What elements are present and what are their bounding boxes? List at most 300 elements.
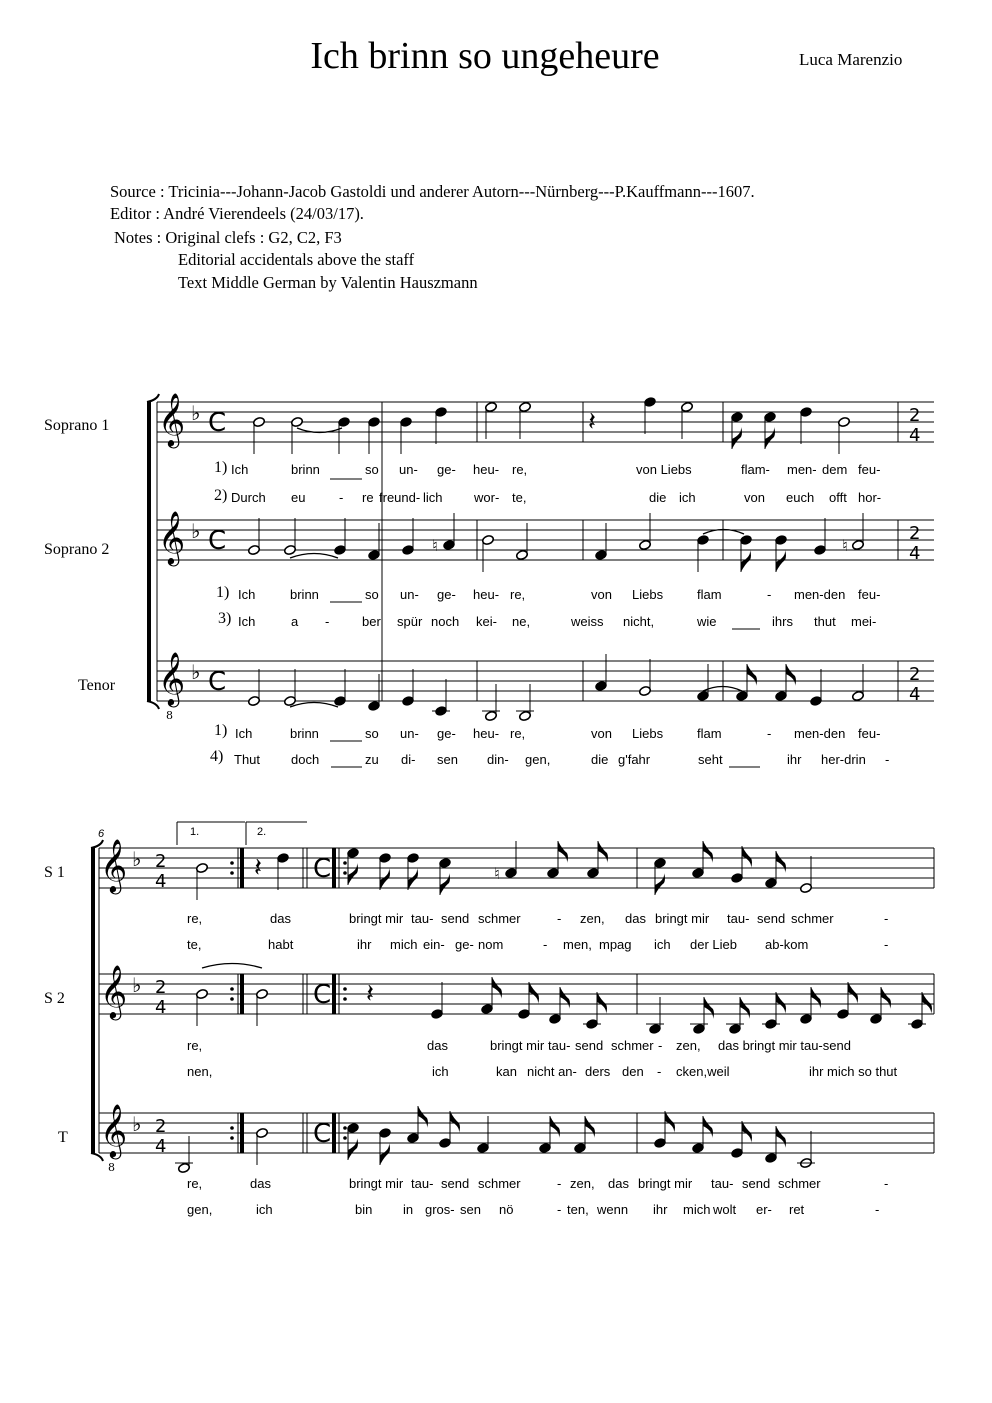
part-name-s1: S 1 [44,864,65,881]
notehead [256,988,269,999]
note-flag [848,982,858,1004]
note-flag [811,987,821,1009]
notehead [697,534,710,545]
notehead [248,544,261,555]
lyric-syllable: von [591,726,612,741]
lyric-syllable: men- [787,462,817,477]
time-signature-common: C [208,667,227,697]
lyric-syllable: so [365,726,379,741]
key-signature-flat: ♭ [191,519,201,543]
lyric-syllable: habt [268,937,294,952]
notehead [407,1132,420,1143]
notehead [435,406,448,417]
lyric-syllable: feu- [858,726,881,741]
time-signature-den: 4 [909,425,921,446]
lyric-syllable: - [884,1176,889,1191]
lyric-syllable: nom [478,937,504,952]
repeat-dot [230,861,234,865]
notehead [402,544,415,555]
notehead [379,852,392,863]
notehead [519,710,532,721]
notehead [654,1137,667,1148]
notehead [852,539,865,550]
repeat-dot [343,861,347,865]
lyric-syllable: ge- [437,726,456,741]
tie [290,703,338,708]
notehead [764,411,777,422]
time-signature-num: 2 [155,851,167,872]
notehead [775,690,788,701]
lyric-syllable: - [885,752,890,767]
page-title: Ich brinn so ungeheure [310,35,660,77]
lyric-syllable: er- [756,1202,772,1217]
lyric-syllable: un- [399,462,418,477]
note-flag [703,841,713,863]
notehead [765,877,778,888]
notehead [516,549,529,560]
notehead [649,1023,662,1034]
notehead [731,1147,744,1158]
key-signature-flat: ♭ [132,847,142,871]
notehead [379,1127,392,1138]
notehead [439,1137,452,1148]
notehead [800,882,813,893]
lyric-syllable: - [875,1202,880,1217]
lyric-syllable: mich [390,937,418,952]
notehead [692,867,705,878]
note-flag [765,427,775,449]
lyric-syllable: sen [460,1202,481,1217]
lyric-syllable: ein- [423,937,445,952]
key-signature-flat: ♭ [191,660,201,684]
lyric-syllable: flam [697,726,722,741]
notehead [775,534,788,545]
lyric-syllable: heu- [473,587,500,602]
note-flag [380,1143,390,1165]
natural-sign: ♮ [494,864,500,883]
lyric-syllable: kan [496,1064,517,1079]
lyric-syllable: brinn [291,462,320,477]
lyric-syllable: das [270,911,291,926]
note-flag [597,992,607,1014]
notehead [519,401,532,412]
lyric-syllable: - [543,937,548,952]
notehead [505,867,518,878]
note-flag [665,1111,675,1133]
notehead [644,396,657,407]
note-flag [492,977,502,999]
lyric-syllable: Thut [234,752,261,767]
lyric-syllable: seht [698,752,723,767]
volta-2-label: 2. [257,826,267,838]
lyric-syllable: dem [822,462,848,477]
lyric-syllable: eu [291,490,306,505]
source-note: Source : Tricinia---Johann-Jacob Gastoldi und anderer Autorn---Nürnberg---P.Kauffmann---1607. [110,182,755,201]
natural-sign: ♮ [842,536,848,555]
lyric-syllable: zen, [676,1038,701,1053]
tie [202,964,262,969]
lyric-syllable: ten, [567,1202,589,1217]
lyric-syllable: re, [510,587,526,602]
note-flag [704,997,714,1019]
note-flag [440,873,450,895]
verse-number: 3) [218,610,232,627]
lyric-syllable: noch [431,614,460,629]
lyric-syllable: ihr [653,1202,668,1217]
notehead [731,872,744,883]
lyric-syllable: - [339,490,344,505]
lyric-syllable: - [767,587,772,602]
lyric-syllable: ne, [512,614,531,629]
verse-number: 1) [214,722,228,739]
lyric-syllable: ich [654,937,671,952]
lyric-syllable: tau- [411,911,434,926]
notehead [334,695,347,706]
lyric-syllable: ab-kom [765,937,809,952]
notehead [639,539,652,550]
key-signature-flat: ♭ [132,1112,142,1136]
note-flag [408,868,418,890]
lyric-syllable: ge- [437,587,456,602]
note-flag [598,841,608,863]
note-flag [558,841,568,863]
notehead [729,1023,742,1034]
verse-number: 2) [214,487,228,504]
part-name-tenor: Tenor [78,677,116,694]
lyric-syllable: re, [512,462,528,477]
lyric-syllable: nicht, [623,614,655,629]
lyric-syllable: das [608,1176,629,1191]
part-name-t: T [58,1129,68,1146]
note-flag [742,846,752,868]
clefs-note: Notes : Original clefs : G2, C2, F3 [114,228,342,247]
lyric-syllable: te, [187,937,202,952]
note-flag [418,1106,428,1128]
notehead [347,1122,360,1133]
lyric-syllable: gros- [425,1202,455,1217]
lyric-syllable: un- [400,726,419,741]
lyric-syllable: ich [432,1064,449,1079]
time-signature-num: 2 [909,405,921,426]
lyric-syllable: Liebs [632,726,664,741]
notehead [482,534,495,545]
treble-clef: 𝄞 [158,651,186,705]
notehead [639,685,652,696]
verse-number: 1) [214,459,228,476]
notehead [654,857,667,868]
lyric-syllable: schmer [791,911,834,926]
notehead [518,1008,531,1019]
notehead [402,695,415,706]
lyric-syllable: tau- [727,911,750,926]
notehead [800,406,813,417]
lyric-syllable: nö [499,1202,514,1217]
note-flag [747,664,757,686]
notehead [800,1013,813,1024]
lyric-syllable: re [362,490,374,505]
lyric-syllable: zen, [580,911,605,926]
lyric-syllable: das [250,1176,271,1191]
part-name-s2: S 2 [44,990,65,1007]
treble-clef: 𝄞 [100,964,128,1018]
key-signature-flat: ♭ [132,973,142,997]
repeat-dot [343,997,347,1001]
verse-number: 4) [210,748,224,765]
time-signature-common: C [313,1119,332,1149]
lyric-syllable: - [884,911,889,926]
notehead [485,401,498,412]
repeat-dot [230,987,234,991]
lyric-syllable: send [742,1176,771,1191]
lyric-syllable: tau- [548,1038,571,1053]
treble-clef: 𝄞 [100,1103,128,1157]
octave-marker: 8 [108,1161,115,1174]
lyric-syllable: mich [683,1202,711,1217]
lyric-syllable: ich [679,490,696,505]
time-signature-den: 4 [155,871,167,892]
note-flag [741,550,751,572]
note-flag [776,992,786,1014]
note-flag [742,1121,752,1143]
notehead [196,862,209,873]
lyric-syllable: zen, [570,1176,595,1191]
notehead [334,544,347,555]
notehead [248,695,261,706]
notehead [852,690,865,701]
repeat-dot [230,871,234,875]
notehead [291,416,304,427]
lyric-syllable: ihr mich so thut [809,1064,898,1079]
lyric-syllable: - [557,911,562,926]
lyric-syllable: feu- [858,462,881,477]
lyric-syllable: ihr [357,937,372,952]
quarter-rest: 𝄽 [254,853,262,883]
lyric-syllable: in [403,1202,414,1217]
lyric-syllable: - [658,1038,663,1053]
part-name-soprano-1: Soprano 1 [44,417,110,434]
lyric-syllable: bringt mir [349,1176,404,1191]
notehead [693,1023,706,1034]
lyric-syllable: g'fahr [618,752,651,767]
repeat-dot [343,1126,347,1130]
lyric-syllable: Ich [238,587,256,602]
notehead [574,1142,587,1153]
lyric-syllable: - [557,1176,562,1191]
lyric-syllable: kei- [476,614,497,629]
lyric-syllable: Ich [231,462,249,477]
notehead [838,416,851,427]
note-flag [655,873,665,895]
lyric-syllable: bringt mir [349,911,404,926]
editor-note: Editor : André Vierendeels (24/03/17). [110,204,364,223]
note-flag [703,1116,713,1138]
lyric-syllable: ihr [787,752,802,767]
notehead [196,988,209,999]
lyric-syllable: den [622,1064,644,1079]
lyric-syllable: flam [697,587,722,602]
time-signature-num: 2 [155,1116,167,1137]
lyric-syllable: - [767,726,772,741]
notehead [368,416,381,427]
lyric-syllable: heu- [473,462,500,477]
lyric-syllable: brinn [290,726,319,741]
notehead [407,852,420,863]
lyric-syllable: her-drin [821,752,866,767]
lyric-syllable: cken,weil [676,1064,730,1079]
lyric-syllable: freund- [379,490,421,505]
repeat-dot [343,1136,347,1140]
lyric-syllable: ich [256,1202,273,1217]
notehead [347,847,360,858]
notehead [477,1142,490,1153]
notehead [547,867,560,878]
lyric-syllable: mpag [599,937,632,952]
lyric-syllable: thut [814,614,836,629]
notehead [178,1162,191,1173]
lyric-syllable: ge- [437,462,456,477]
repeat-dot [343,987,347,991]
time-signature-num: 2 [909,523,921,544]
lyric-syllable: - [884,937,889,952]
note-flag [732,427,742,449]
notehead [810,695,823,706]
notehead [439,857,452,868]
notehead [284,544,297,555]
note-flag [922,992,932,1014]
lyric-syllable: ders [585,1064,611,1079]
notehead [870,1013,883,1024]
time-signature-common: C [313,980,332,1010]
text-source-note: Text Middle German by Valentin Hauszmann [178,273,478,292]
notehead [731,411,744,422]
lyric-syllable: Durch [231,490,266,505]
notehead [595,680,608,691]
lyric-syllable: ihrs [772,614,793,629]
lyric-syllable: euch [786,490,815,505]
lyric-syllable: lich [423,490,443,505]
lyric-syllable: send [441,911,470,926]
time-signature-den: 4 [155,997,167,1018]
lyric-syllable: mei- [851,614,877,629]
notehead [253,416,266,427]
notehead [481,1003,494,1014]
lyric-syllable: gen, [525,752,551,767]
lyric-syllable: weiss [571,614,604,629]
lyric-syllable: nicht an- [527,1064,577,1079]
lyric-syllable: men-den [794,726,846,741]
notehead [692,1142,705,1153]
repeat-dot [230,997,234,1001]
note-flag [776,851,786,873]
lyric-syllable: das bringt mir tau-send [718,1038,851,1053]
note-flag [881,987,891,1009]
notehead [539,1142,552,1153]
lyric-syllable: von Liebs [636,462,692,477]
lyric-syllable: schmer [611,1038,654,1053]
note-flag [776,1126,786,1148]
notehead [697,690,710,701]
notehead [368,549,381,560]
note-flag [786,664,796,686]
verse-number: 1) [216,584,230,601]
lyric-syllable: spür [397,614,423,629]
lyric-syllable: - [657,1064,662,1079]
lyric-syllable: so [365,587,379,602]
lyric-syllable: wolt [713,1202,737,1217]
lyric-syllable: flam- [741,462,770,477]
note-flag [740,997,750,1019]
key-signature-flat: ♭ [191,401,201,425]
time-signature-den: 4 [155,1136,167,1157]
lyric-syllable: schmer [778,1176,821,1191]
lyric-syllable: send [757,911,786,926]
time-signature-common: C [208,526,227,556]
notehead [736,690,749,701]
notehead [443,539,456,550]
lyric-syllable: te, [512,490,527,505]
quarter-rest: 𝄽 [588,407,596,437]
time-signature-common: C [313,854,332,884]
composer-name: Luca Marenzio [799,50,903,69]
lyric-syllable: - [557,1202,562,1217]
accidentals-note: Editorial accidentals above the staff [178,250,415,269]
lyric-syllable: der Lieb [690,937,737,952]
repeat-dot [230,1126,234,1130]
lyric-syllable: gen, [187,1202,213,1217]
lyric-syllable: din- [487,752,509,767]
repeat-dot [230,1136,234,1140]
lyric-syllable: schmer [478,911,521,926]
lyric-syllable: das [625,911,646,926]
lyric-syllable: men-den [794,587,846,602]
lyric-syllable: Ich [235,726,253,741]
note-flag [348,863,358,885]
note-flag [550,1116,560,1138]
lyric-syllable: a [291,614,299,629]
note-flag [380,868,390,890]
lyric-syllable: heu- [473,726,500,741]
lyric-syllable: sen [437,752,458,767]
part-name-soprano-2: Soprano 2 [44,541,110,558]
lyric-syllable: bin [355,1202,373,1217]
lyric-syllable: bringt mir [638,1176,693,1191]
treble-clef: 𝄞 [158,510,186,564]
lyric-syllable: men, [563,937,592,952]
lyric-syllable: bringt mir [490,1038,545,1053]
note-flag [585,1116,595,1138]
note-flag [348,1138,358,1160]
lyric-syllable: un- [400,587,419,602]
lyric-syllable: wor- [474,490,500,505]
lyric-syllable: wie [697,614,717,629]
lyric-syllable: ge- [455,937,474,952]
lyric-syllable: re, [510,726,526,741]
lyric-syllable: tau- [411,1176,434,1191]
notehead [368,700,381,711]
lyric-syllable: schmer [478,1176,521,1191]
notehead [277,852,290,863]
note-flag [529,982,539,1004]
lyric-syllable: die [591,752,609,767]
lyric-syllable: send [441,1176,470,1191]
measure-number: 6 [98,828,105,840]
lyric-syllable: brinn [290,587,319,602]
lyric-syllable: von [744,490,765,505]
lyric-syllable: Ich [238,614,256,629]
tie [290,554,338,559]
notehead [431,1008,444,1019]
lyric-syllable: send [575,1038,604,1053]
